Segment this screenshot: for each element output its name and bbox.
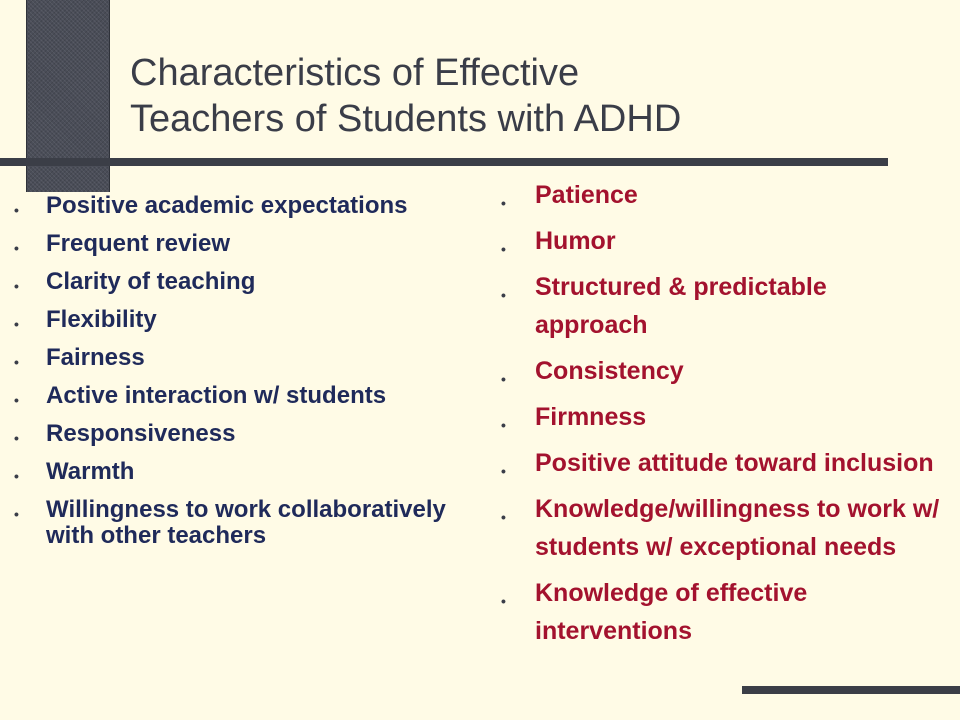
bullet-icon: • xyxy=(501,593,506,609)
list-item xyxy=(14,382,446,409)
bullet-icon: • xyxy=(14,392,19,408)
bullet-icon: • xyxy=(501,195,506,211)
list-item xyxy=(501,490,945,566)
bullet-icon: • xyxy=(14,202,19,218)
list-item-text: Consistency xyxy=(535,357,684,385)
bullet-icon: • xyxy=(14,316,19,332)
bullet-icon: • xyxy=(501,417,506,433)
list-item xyxy=(501,176,945,214)
list-item xyxy=(501,444,945,482)
bullet-icon: • xyxy=(501,463,506,479)
left-bullet-list xyxy=(14,192,446,561)
list-item xyxy=(501,222,945,260)
bullet-icon: • xyxy=(501,287,506,303)
title-divider-bar xyxy=(0,158,888,166)
bullet-icon: • xyxy=(501,241,506,257)
bullet-icon: • xyxy=(501,509,506,525)
list-item-text: Knowledge/willingness to work w/ students w/ exceptional needs xyxy=(535,495,940,561)
list-item-text: Positive attitude toward inclusion xyxy=(535,449,934,477)
list-item-text: Structured & predictable approach xyxy=(535,273,827,339)
list-item-text: Responsiveness xyxy=(46,420,236,447)
bottom-accent-bar xyxy=(742,686,960,694)
bullet-icon: • xyxy=(14,430,19,446)
list-item-text: Patience xyxy=(535,181,638,209)
list-item-text: Clarity of teaching xyxy=(46,268,256,295)
list-item-text: Active interaction w/ students xyxy=(46,382,387,409)
list-item xyxy=(14,420,446,447)
list-item xyxy=(14,458,446,485)
list-item-text: Knowledge of effective interventions xyxy=(535,579,808,645)
bullet-icon: • xyxy=(14,354,19,370)
slide-title xyxy=(130,50,890,142)
title-line-2: Teachers of Students with ADHD xyxy=(130,98,682,140)
list-item-text: Positive academic expectations xyxy=(46,192,408,219)
list-item xyxy=(501,398,945,436)
list-item xyxy=(501,268,945,344)
bullet-icon: • xyxy=(14,468,19,484)
list-item xyxy=(14,192,446,219)
list-item xyxy=(14,344,446,371)
list-item-text: Humor xyxy=(535,227,616,255)
list-item-text: Warmth xyxy=(46,458,135,485)
list-item-text: Firmness xyxy=(535,403,647,431)
list-item xyxy=(14,496,446,549)
bullet-icon: • xyxy=(14,240,19,256)
list-item-text: Frequent review xyxy=(46,230,231,257)
list-item xyxy=(14,306,446,333)
list-item-text: Fairness xyxy=(46,344,145,371)
title-line-1: Characteristics of Effective xyxy=(130,52,580,94)
list-item xyxy=(14,268,446,295)
list-item-text: Willingness to work collaboratively with other teachers xyxy=(46,496,446,549)
list-item-text: Flexibility xyxy=(46,306,157,333)
list-item xyxy=(14,230,446,257)
bullet-icon: • xyxy=(14,278,19,294)
list-item xyxy=(501,352,945,390)
list-item xyxy=(501,574,945,650)
bullet-icon: • xyxy=(501,371,506,387)
right-bullet-list xyxy=(501,176,945,658)
bullet-icon: • xyxy=(14,506,19,522)
